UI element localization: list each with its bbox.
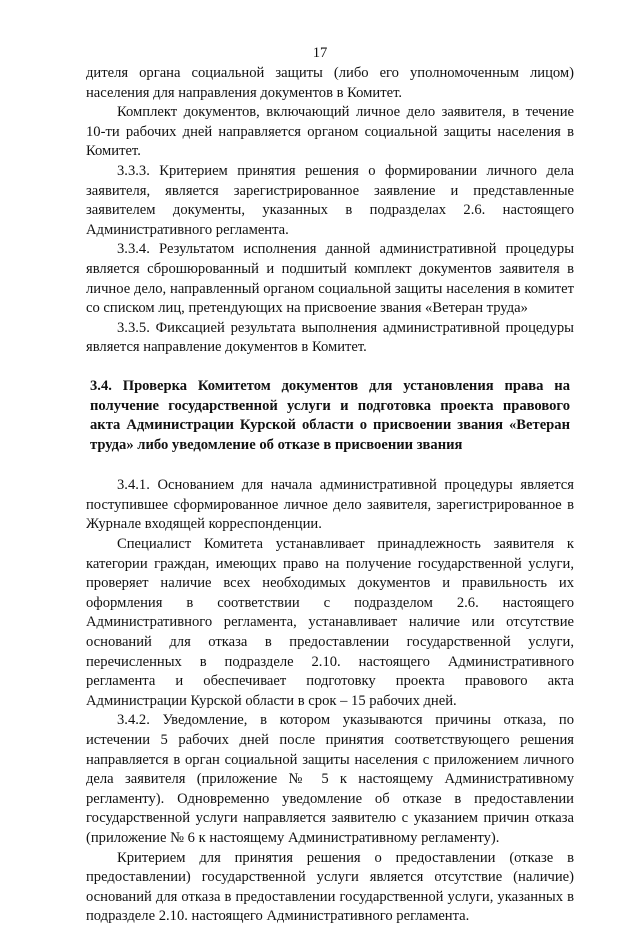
page-number: 17 — [312, 45, 328, 61]
paragraph-continuation: дителя органа социальной защиты (либо его уполномоченным лицом) населения для направления документов в Комитет. — [86, 65, 574, 101]
paragraph-documents-package: Комплект документов, включающий личное дело заявителя, в течение 10-ти рабочих дней направляется органом социальной защиты населения в Комитет. — [86, 104, 574, 160]
section-heading-3-4: 3.4. Проверка Комитетом документов для установления права на получение государственной услуги и подготовка проекта правового акта Администрации Курской области о присвоении звания «Ветеран труда» либо уведомление об отказе в присвоении звания — [90, 377, 570, 453]
paragraph-3-3-5: 3.3.5. Фиксацией результата выполнения административной процедуры является направление документов в Комитет. — [86, 319, 574, 356]
paragraph-3-3-4: 3.3.4. Результатом исполнения данной административной процедуры является сброшюрованный и подшитый комплект документов заявителя в личное дело, направленный органом социальной защиты населения в комитет со списком лиц, претендующих на присвоение звания «Ветеран труда» — [86, 241, 574, 317]
paragraph-3-3-3: 3.3.3. Критерием принятия решения о формировании личного дела заявителя, является зарегистрированное заявление и представленные заявителем документы, указанных в подразделах 2.6. настоящего Административного регламента. — [86, 162, 574, 238]
paragraph-3-4-2: 3.4.2. Уведомление, в котором указываются причины отказа, по истечении 5 рабочих дней после принятия соответствующего решения направляется в орган социальной защиты населения с приложением личного дела заявителя (приложение № 5 к настоящему Административному регламенту). Одновременно уведомление об отказе в предоставлении государственной услуги направляется заявителю с указанием причин отказа (приложение № 6 к настоящему Административному регламенту). — [86, 712, 574, 846]
spacer — [86, 455, 574, 476]
paragraph-specialist: Специалист Комитета устанавливает принадлежность заявителя к категории граждан, имеющих право на получение государственной услуги, проверяет наличие всех необходимых документов и правильность их оформления в соответствии с подразделом 2.6. настоящего Административного регламента, устанавливает наличие или отсутствие оснований для отказа в предоставлении государственной услуги, перечисленных в подразделе 2.10. настоящего Административного регламента и обеспечивает подготовку проекта правового акта Администрации Курской области в срок – 15 рабочих дней. — [86, 536, 574, 709]
paragraph-criterion: Критерием для принятия решения о предоставлении (отказе в предоставлении) государственной услуги является отсутствие (наличие) оснований для отказа в предоставлении государственной услуги, указанных в подразделе 2.10. настоящего Административного регламента. — [86, 849, 574, 925]
paragraph-3-4-1: 3.4.1. Основанием для начала административной процедуры является поступившее сформированное личное дело заявителя, зарегистрированное в Журнале входящей корреспонденции. — [86, 477, 574, 533]
spacer — [86, 358, 574, 377]
document-body — [86, 64, 574, 927]
